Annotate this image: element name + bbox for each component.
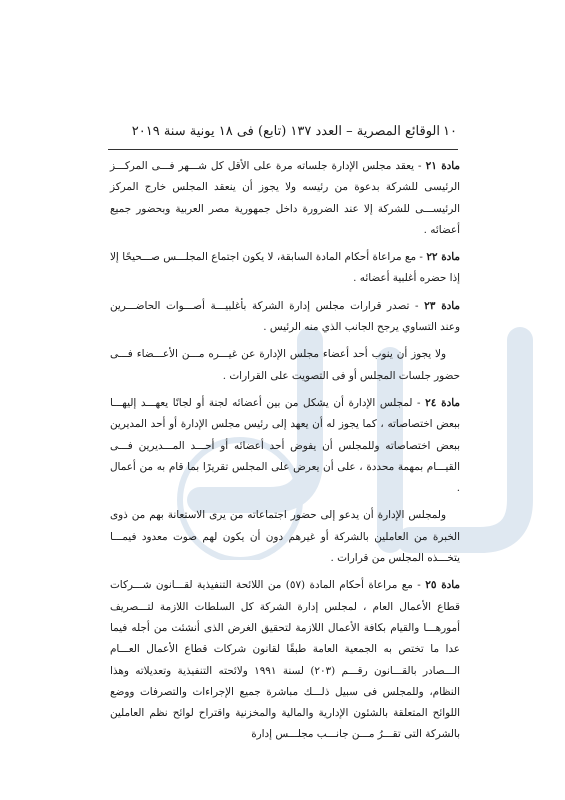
article-22: [110, 247, 460, 290]
article-text: - مع مراعاة أحكام المادة السابقة، لا يكون اجتماع المجلـــس صـــحيحًا إلا إذا حضره أغلبية أعضائه .: [110, 251, 460, 285]
article-label: مادة ٢٢: [426, 251, 460, 264]
article-text: - لمجلس الإدارة أن يشكل من بين أعضائه لجنة أو لجانًا يعهـــد إليهـــا ببعض اختصاصاته ، كما يجوز له أن يعهد إلى رئيس مجلس الإدارة أو أحد المديرين ببعض اختصاصاته وللمجلس أن يفوض أحد أعضائه أو أحـــد المـــديرين فـــى القيـــام بمهمة محددة ، على أن يعرض على المجلس تقريرًا بما قام به من أعمال .: [110, 396, 460, 495]
article-label: مادة ٢١: [425, 160, 460, 172]
article-label: مادة ٢٣: [424, 299, 460, 312]
article-25: [110, 575, 460, 745]
article-24: [110, 393, 460, 499]
article-21: [110, 156, 460, 241]
article-label: مادة ٢٤: [425, 396, 460, 409]
article-text: - يعقد مجلس الإدارة جلساته مرة على الأقل كل شـــهر فـــى المركـــز الرئيسى للشركة بدعوة من رئيسه ولا يجوز أن ينعقد المجلس خارج المركز الرئيســـى للشركة إلا عند الضرورة داخل جمهورية مصر العربية وبحضور جميع أعضائه .: [110, 160, 460, 236]
article-text: - مع مراعاة أحكام المادة (٥٧) من اللائحة التنفيذية لقـــانون شـــركات قطاع الأعمال العام ، لمجلس إدارة الشركة كل السلطات اللازمة لتـــصريف أمورهـــا والقيام بكافة الأعمال اللازمة لتحقيق الغرض الذى أنشئت من أجله فيما عدا ما تختص به الجمعية العامة طبقًا لقانون شركات قطاع الأعمال العـــام الـــصادر بالقـــانون رقـــم (٢٠٣) لسنة ١٩٩١ ولائحته التنفيذية وتعديلاته وهذا النظام، وللمجلس فى سبيل ذلـــك مباشرة جميع الإجراءات والتصرفات ووضع اللوائح المتعلقة بالشئون الإدارية والمالية والمخزنية واقتراح لوائح نظم العاملين بالشركة التى تقـــرُ مـــن جانـــب مجلـــس إدارة: [110, 579, 460, 741]
header-rule: [108, 149, 458, 150]
article-23-continuation: [110, 344, 460, 387]
article-24-continuation: [110, 505, 460, 569]
article-text: - تصدر قرارات مجلس إدارة الشركة بأغلبيـــة أصـــوات الحاضـــرين وعند التساوي يرجح الجانب الذي منه الرئيس .: [110, 299, 460, 334]
article-label: مادة ٢٥: [425, 579, 460, 592]
running-header: [110, 122, 440, 144]
page-number: ١٠: [443, 124, 457, 139]
document-body: [110, 156, 460, 741]
article-23: [110, 296, 460, 339]
paragraph-text: ولمجلس الإدارة أن يدعو إلى حضور اجتماعاته من يرى الاستعانة بهم من ذوى الخبرة من العاملين بالشركة أو غيرهم دون أن يكون لهم صوت معدود فيمـــا يتخـــذه المجلس من قرارات .: [110, 509, 460, 565]
paragraph-text: ولا يجوز أن ينوب أحد أعضاء مجلس الإدارة عن غيـــره مـــن الأعـــضاء فـــى حضور جلسات المجلس أو فى التصويت على القرارات .: [110, 348, 460, 382]
header-title: الوقائع المصرية – العدد ١٣٧ (تابع) فى ١٨ يونية سنة ٢٠١٩: [131, 124, 440, 139]
